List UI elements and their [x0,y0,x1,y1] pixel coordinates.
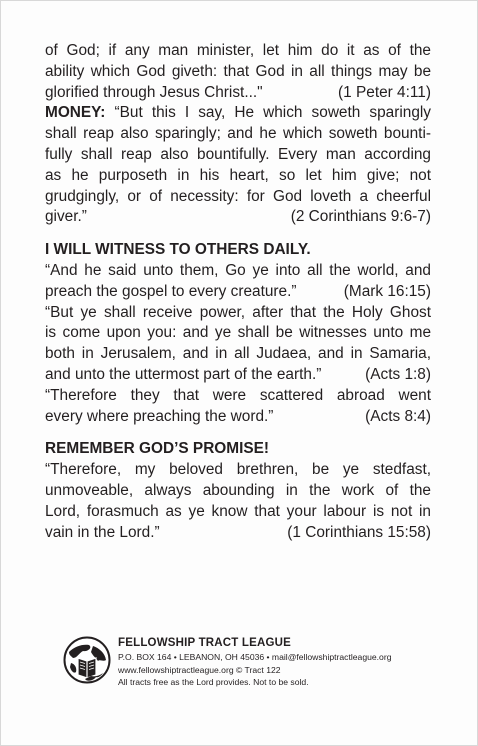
verse-reference: (2 Corinthians 9:6-7) [290,208,431,226]
verse-reference: (Mark 16:15) [343,282,431,300]
verse-reference: (Acts 1:8) [365,365,431,383]
tract-body [45,41,431,543]
text-line: ability which God giveth: that God in all things may be [45,62,431,80]
footer-text [118,636,448,689]
text-line [45,407,431,428]
verse-text: preach the gospel to every creature.” [45,282,297,300]
section-heading-promise: REMEMBER GOD’S PROMISE! [45,440,270,458]
text-line: “Therefore they that were scattered abroad went [45,386,431,404]
footer-note: All tracts free as the Lord provides. Not to be sold. [118,677,309,687]
text-line: shall reap also sparingly; and he which soweth bounti- [45,125,431,143]
text-line: is come upon you: and ye shall be witnesses unto me [45,324,431,342]
text-line [45,83,431,104]
text-line: both in Jerusalem, and in all Judaea, and in Samaria, [45,345,431,363]
text-line [45,207,431,228]
text-line: “And he said unto them, Go ye into all the world, and [45,261,431,279]
verse-text: glorified through Jesus Christ..." [45,83,263,101]
text-line: as he purposeth in his heart, so let him give; not [45,166,431,184]
text-line [45,365,431,386]
verse-text: “But this I say, He which soweth sparingly [114,104,431,122]
org-name: FELLOWSHIP TRACT LEAGUE [118,637,292,649]
text-line: of God; if any man minister, let him do it as of the [45,42,431,59]
text-line: grudgingly, or of necessity: for God loveth a cheerful [45,187,431,205]
org-website: www.fellowshiptractleague.org © Tract 122 [118,664,281,675]
globe-bible-icon [63,636,111,684]
verse-reference: (1 Corinthians 15:58) [287,523,431,541]
money-label: MONEY: [45,104,106,122]
verse-text: and unto the uttermost part of the earth.” [45,365,322,383]
text-line: fully shall reap also bountifully. Every man according [45,145,431,163]
verse-text: vain in the Lord.” [45,523,160,541]
verse-text: giver.” [45,208,87,226]
org-address: P.O. BOX 164 • LEBANON, OH 45036 • mail@fellowshiptractleague.org [118,652,392,662]
text-line: unmoveable, always abounding in the work of the [45,481,431,499]
section-heading-witness: I WILL WITNESS TO OTHERS DAILY. [45,241,311,259]
text-line: Lord, forasmuch as ye know that your labour is not in [45,502,431,520]
text-line [45,282,431,303]
money-first-line [45,103,431,124]
verse-reference: (Acts 8:4) [365,407,431,425]
text-line: “Therefore, my beloved brethren, be ye stedfast, [45,461,431,479]
text-line [45,523,431,544]
verse-reference: (1 Peter 4:11) [338,83,431,101]
verse-text: every where preaching the word.” [45,407,274,425]
text-line: “But ye shall receive power, after that the Holy Ghost [45,303,431,321]
